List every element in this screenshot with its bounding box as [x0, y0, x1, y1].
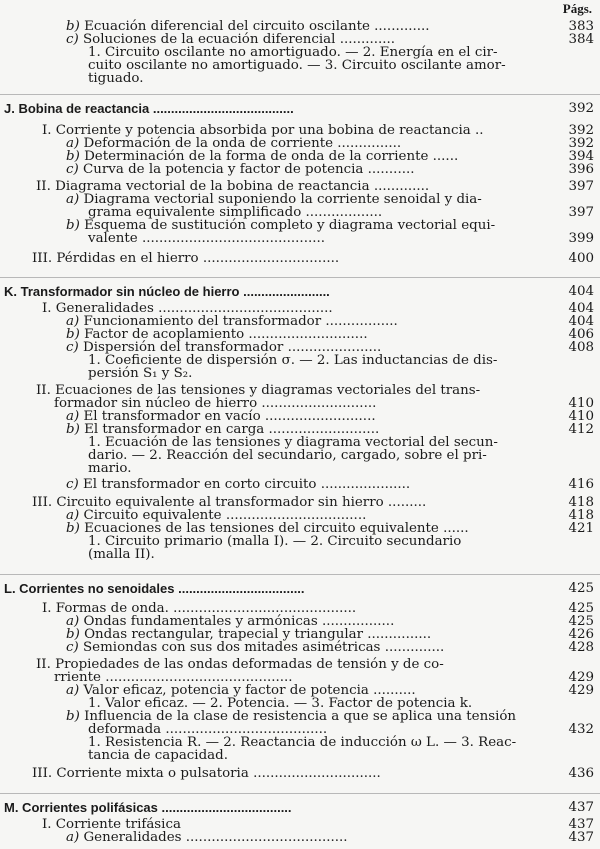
toc-dot-leader: ............. [335, 32, 396, 47]
toc-entry-text: Soluciones de la ecuación diferencial [83, 32, 336, 47]
section-divider [0, 277, 600, 278]
toc-page-number: 404 [568, 314, 594, 329]
toc-page-number: 397 [568, 179, 594, 194]
toc-entry-text: Determinación de la forma de onda de la corriente [84, 149, 429, 164]
toc-page-number: 429 [568, 683, 594, 698]
toc-entry-text: Factor de acoplamiento [84, 327, 245, 342]
toc-page-number: 426 [568, 627, 594, 642]
toc-dot-leader: ................................... [174, 581, 305, 596]
toc-entry-marker: b) [66, 627, 80, 642]
toc-entry-title [66, 641, 444, 654]
toc-entry-text: Ondas rectangular, trapecial y triangular [84, 627, 363, 642]
toc-dot-leader: ......... [383, 495, 427, 510]
toc-entry-title [66, 478, 410, 491]
toc-entry-text: K. Transformador sin núcleo de hierro [4, 284, 240, 299]
toc-dot-leader: ............... [363, 627, 432, 642]
toc-entry-title [88, 367, 192, 380]
toc-entry-text: deformada [88, 722, 162, 737]
toc-dot-leader: ..................... [316, 477, 411, 492]
toc-entry-text: mario. [88, 461, 132, 476]
toc-entry-marker: a) [66, 192, 80, 207]
toc-entry-text: I. Corriente y potencia absorbida por una bobina de reactancia [42, 123, 471, 138]
toc-entry-text: Esquema de sustitución completo y diagrama vectorial equi- [84, 218, 496, 233]
toc-dot-leader: .......... [368, 683, 416, 698]
toc-entry-text: II. Ecuaciones de las tensiones y diagramas vectoriales del trans- [36, 383, 481, 398]
toc-entry-title [88, 548, 155, 561]
section-divider [0, 94, 600, 95]
toc-entry-marker: b) [66, 149, 80, 164]
toc-page-number: 418 [568, 508, 594, 523]
toc-entry-text: Deformación de la onda de corriente [83, 136, 333, 151]
toc-entry-text: cuito oscilante no amortiguado. — 3. Circuito oscilante amor- [88, 58, 506, 73]
toc-entry-text: valente [88, 231, 138, 246]
toc-entry-marker: b) [66, 19, 80, 34]
toc-entry-text: Curva de la potencia y factor de potencia [83, 162, 364, 177]
toc-entry-text: Semiondas con sus dos mitades asimétricas [83, 640, 381, 655]
toc-dot-leader: ................. [317, 614, 395, 629]
toc-entry-text: 1. Circuito primario (malla I). — 2. Circuito secundario [88, 534, 462, 549]
toc-page-number: 392 [568, 101, 594, 116]
toc-entry-marker: a) [66, 830, 80, 845]
toc-entry-text: Generalidades [83, 830, 182, 845]
toc-page-number: 418 [568, 495, 594, 510]
toc-entry-text: dario. — 2. Reacción del secundario, cargado, sobre el pri- [88, 448, 487, 463]
toc-entry-marker: c) [66, 640, 79, 655]
toc-dot-leader: ...... [428, 149, 459, 164]
toc-entry-text: El transformador en corto circuito [83, 477, 317, 492]
toc-entry-text: Dispersión del transformador [83, 340, 284, 355]
toc-entry-marker: c) [66, 162, 79, 177]
toc-entry-title [4, 285, 330, 298]
toc-entry-text: Circuito equivalente [83, 508, 222, 523]
toc-entry-text: Funcionamiento del transformador [83, 314, 322, 329]
toc-page-number: 392 [568, 136, 594, 151]
toc-entry-title [66, 831, 348, 844]
toc-dot-leader: ............. [369, 19, 430, 34]
toc-entry-marker: a) [66, 614, 80, 629]
toc-page-number: 408 [568, 340, 594, 355]
toc-entry-title [66, 163, 414, 176]
pages-column-header: Págs. [562, 1, 592, 16]
toc-page-number: 436 [568, 766, 594, 781]
toc-dot-leader: ...................................... [181, 830, 348, 845]
toc-page-number: 410 [568, 409, 594, 424]
toc-entry-marker: a) [66, 409, 80, 424]
toc-entry-text: tancia de capacidad. [88, 748, 228, 763]
toc-entry-text: 1. Coeficiente de dispersión σ. — 2. Las inductancias de dis- [88, 353, 498, 368]
toc-entry-text: III. Pérdidas en el hierro [32, 251, 199, 266]
toc-entry-text: I. Generalidades [42, 301, 154, 316]
toc-page-number: 425 [568, 581, 594, 596]
toc-entry-text: Diagrama vectorial suponiendo la corriente senoidal y dia- [83, 192, 482, 207]
toc-page-number: 384 [568, 32, 594, 47]
toc-page-number: 399 [568, 231, 594, 246]
toc-entry-marker: a) [66, 136, 80, 151]
toc-entry-marker: b) [66, 521, 80, 536]
toc-page-number: 394 [568, 149, 594, 164]
toc-dot-leader: ................................ [198, 251, 340, 266]
toc-dot-leader: ...................... [283, 340, 382, 355]
toc-entry-title [88, 749, 228, 762]
toc-entry-title [32, 767, 381, 780]
toc-entry-text: El transformador en carga [84, 422, 265, 437]
toc-page-number: 392 [568, 123, 594, 138]
toc-page-number: 432 [568, 722, 594, 737]
toc-dot-leader: .......................... [264, 422, 380, 437]
toc-entry-text: Ecuación diferencial del circuito oscilante [84, 19, 370, 34]
toc-entry-title [88, 232, 325, 245]
toc-dot-leader: ................................. [221, 508, 367, 523]
toc-entry-marker: a) [66, 314, 80, 329]
toc-entry-marker: b) [66, 709, 80, 724]
toc-entry-text: II. Propiedades de las ondas deformadas de tensión y de co- [36, 657, 444, 672]
toc-entry-title [88, 449, 487, 462]
toc-entry-text: formador sin núcleo de hierro [54, 396, 258, 411]
toc-entry-text: persión S₁ y S₂. [88, 366, 193, 381]
toc-page-number: 397 [568, 205, 594, 220]
toc-page-number: 416 [568, 477, 594, 492]
toc-entry-title [88, 72, 144, 85]
toc-entry-marker: b) [66, 327, 80, 342]
toc-entry-text: rriente [54, 670, 101, 685]
toc-entry-title [4, 102, 294, 115]
toc-entry-marker: a) [66, 683, 80, 698]
toc-entry-text: (malla II). [88, 547, 155, 562]
toc-entry-title [4, 801, 292, 814]
toc-entry-title [88, 59, 506, 72]
toc-entry-title [32, 252, 339, 265]
toc-entry-text: III. Corriente mixta o pulsatoria [32, 766, 249, 781]
toc-dot-leader: ....................................... [149, 101, 294, 116]
toc-dot-leader: .................. [301, 205, 383, 220]
toc-dot-leader: ........... [363, 162, 415, 177]
toc-page-number: 406 [568, 327, 594, 342]
toc-page-number: 437 [568, 830, 594, 845]
toc-entry-text: 1. Ecuación de las tensiones y diagrama vectorial del secun- [88, 435, 498, 450]
toc-page-number: 410 [568, 396, 594, 411]
toc-entry-text: Valor eficaz, potencia y factor de potencia [83, 683, 369, 698]
toc-entry-marker: b) [66, 422, 80, 437]
toc-dot-leader: ................. [321, 314, 398, 329]
toc-dot-leader: ............................................ [100, 670, 293, 685]
toc-dot-leader: ........................................... [168, 601, 357, 616]
toc-entry-text: Ondas fundamentales y armónicas [83, 614, 318, 629]
toc-entry-marker: c) [66, 32, 79, 47]
toc-page-number: 437 [568, 817, 594, 832]
toc-page-number: 404 [568, 284, 594, 299]
toc-entry-text: I. Corriente trifásica [42, 817, 181, 832]
toc-page-number: 396 [568, 162, 594, 177]
toc-page-number: 404 [568, 301, 594, 316]
toc-dot-leader: ............................ [244, 327, 368, 342]
toc-dot-leader: ........................... [257, 396, 377, 411]
toc-entry-text: III. Circuito equivalente al transformador sin hierro [32, 495, 384, 510]
toc-entry-text: J. Bobina de reactancia [4, 101, 150, 116]
toc-entry-title [4, 582, 305, 595]
toc-page-number: 437 [568, 800, 594, 815]
toc-dot-leader: ...................................... [161, 722, 328, 737]
toc-entry-text: grama equivalente simplificado [88, 205, 302, 220]
toc-dot-leader: .............................. [248, 766, 381, 781]
section-divider [0, 574, 600, 575]
toc-entry-text: Ecuaciones de las tensiones del circuito equivalente [84, 521, 439, 536]
toc-page-number: 425 [568, 614, 594, 629]
toc-entry-marker: c) [66, 477, 79, 492]
toc-dot-leader: ...... [438, 521, 469, 536]
toc-page-number: 425 [568, 601, 594, 616]
toc-entry-text: 1. Circuito oscilante no amortiguado. — 2. Energía en el cir- [88, 45, 498, 60]
toc-entry-marker: a) [66, 508, 80, 523]
toc-entry-text: II. Diagrama vectorial de la bobina de reactancia [36, 179, 370, 194]
toc-dot-leader: ............. [369, 179, 430, 194]
toc-entry-text: I. Formas de onda. [42, 601, 169, 616]
toc-page-number: 400 [568, 251, 594, 266]
toc-dot-leader: ......................................... [153, 301, 333, 316]
toc-page-number: 429 [568, 670, 594, 685]
toc-entry-text: Influencia de la clase de resistencia a que se aplica una tensión [84, 709, 517, 724]
toc-dot-leader: .. [470, 123, 484, 138]
toc-entry-text: 1. Resistencia R. — 2. Reactancia de inducción ω L. — 3. Reac- [88, 735, 517, 750]
toc-dot-leader: .............. [380, 640, 445, 655]
toc-dot-leader: ............... [333, 136, 402, 151]
toc-entry-text: El transformador en vacío [83, 409, 261, 424]
section-divider [0, 793, 600, 794]
toc-page-number: 383 [568, 19, 594, 34]
toc-entry-marker: c) [66, 340, 79, 355]
toc-entry-marker: b) [66, 218, 80, 233]
toc-entry-text: 1. Valor eficaz. — 2. Potencia. — 3. Factor de potencia k. [88, 696, 473, 711]
toc-entry-title [88, 462, 131, 475]
toc-entry-text: tiguado. [88, 71, 144, 86]
toc-entry-text: L. Corrientes no senoidales [4, 581, 175, 596]
toc-page-number: 421 [568, 521, 594, 536]
toc-entry-text: M. Corrientes polifásicas [4, 800, 158, 815]
toc-page-number: 428 [568, 640, 594, 655]
toc-dot-leader: .................................... [157, 800, 292, 815]
toc-page-number: 412 [568, 422, 594, 437]
toc-dot-leader: .......................... [260, 409, 376, 424]
toc-dot-leader: ........................................... [137, 231, 325, 246]
toc-dot-leader: ........................ [239, 284, 330, 299]
